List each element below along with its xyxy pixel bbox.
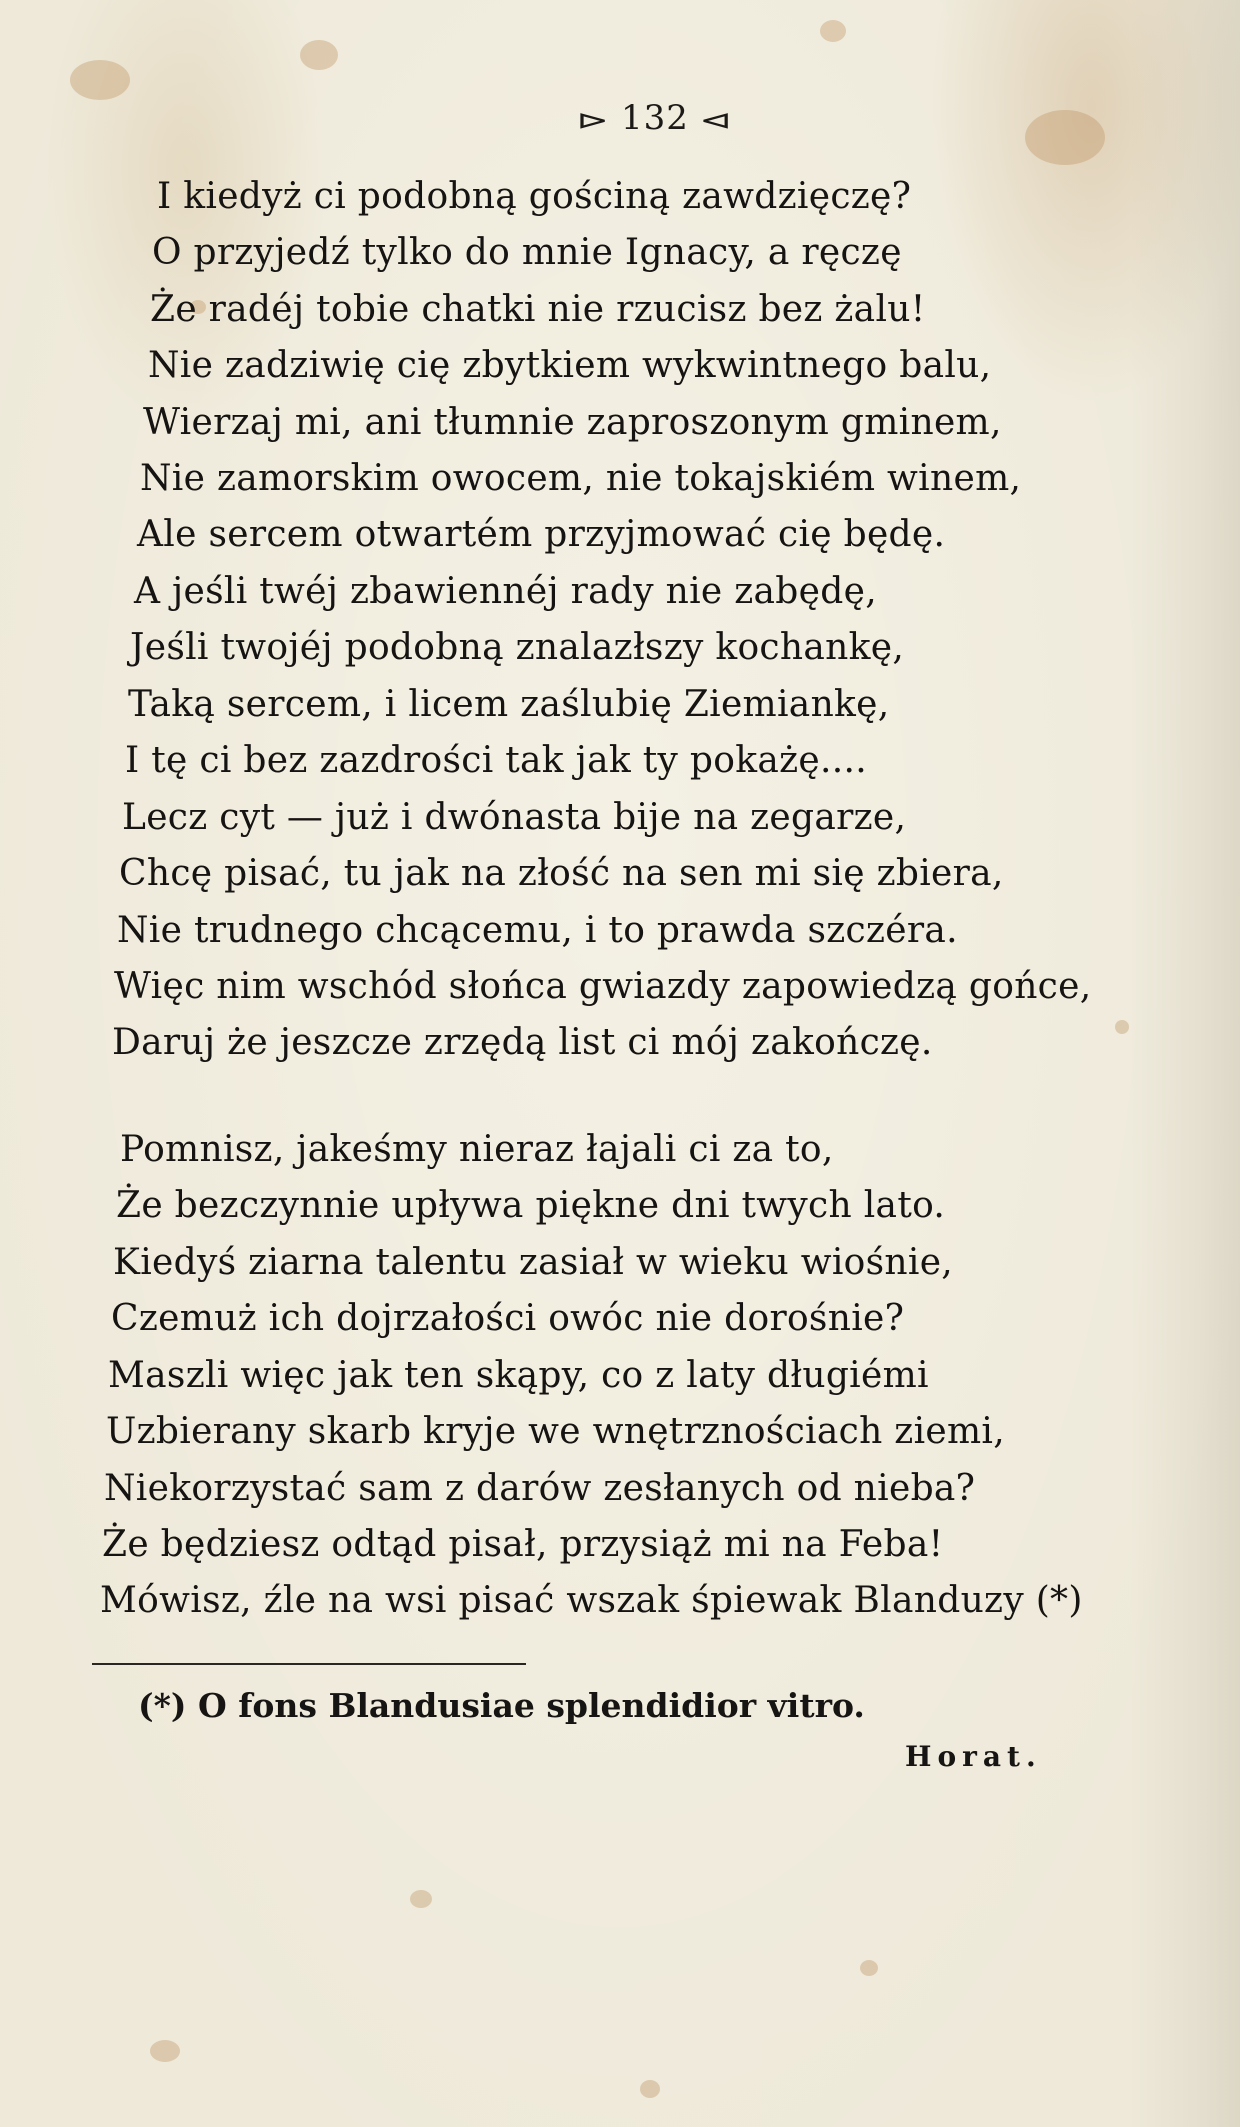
verse-line: Taką sercem, i licem zaślubię Ziemiankę, — [128, 684, 890, 725]
footnote-text: (*) O fons Blandusiae splendidior vitro. — [138, 1686, 865, 1725]
foxing-spot — [860, 1960, 878, 1976]
verse-line: Czemuż ich dojrzałości owóc nie dorośnie? — [111, 1298, 905, 1339]
foxing-spot — [410, 1890, 432, 1908]
verse-line: O przyjedź tylko do mnie Ignacy, a ręczę — [152, 232, 902, 273]
verse-line: I kiedyż ci podobną gościną zawdzięczę? — [157, 176, 912, 217]
verse-line: Mówisz, źle na wsi pisać wszak śpiewak Blanduzy (*) — [100, 1580, 1083, 1621]
ornament-left-icon: ⊳ — [576, 106, 611, 136]
verse-line: Więc nim wschód słońca gwiazdy zapowiedzą gońce, — [114, 966, 1092, 1007]
verse-line: Maszli więc jak ten skąpy, co z laty długiémi — [108, 1355, 929, 1396]
verse-line: Daruj że jeszcze zrzędą list ci mój zakończę. — [112, 1022, 933, 1063]
ornament-right-icon: ⊲ — [699, 106, 734, 136]
show-through-shadow — [1130, 0, 1240, 2127]
verse-line: Nie zadziwię cię zbytkiem wykwintnego balu, — [148, 345, 992, 386]
foxing-spot — [70, 60, 130, 100]
page-number — [540, 98, 770, 138]
verse-line: Chcę pisać, tu jak na złość na sen mi się zbiera, — [119, 853, 1004, 894]
verse-line: Pomnisz, jakeśmy nieraz łajali ci za to, — [120, 1129, 834, 1170]
verse-line: A jeśli twéj zbawiennéj rady nie zabędę, — [134, 571, 877, 612]
verse-line: Lecz cyt — już i dwónasta bije na zegarze, — [122, 797, 907, 838]
verse-line: Wierzaj mi, ani tłumnie zaproszonym gminem, — [143, 402, 1002, 443]
verse-line: Nie zamorskim owocem, nie tokajskiém winem, — [140, 458, 1022, 499]
page-number-value: 132 — [621, 98, 689, 138]
verse-line: Że bezczynnie upływa piękne dni twych lato. — [116, 1185, 946, 1226]
verse-line: Ale sercem otwartém przyjmować cię będę. — [137, 514, 946, 555]
verse-line: Jeśli twojéj podobną znalazłszy kochankę, — [130, 627, 905, 668]
verse-line: I tę ci bez zazdrości tak jak ty pokażę.... — [125, 740, 867, 781]
foxing-spot — [1025, 110, 1105, 165]
footnote-rule — [92, 1663, 526, 1665]
foxing-spot — [820, 20, 846, 42]
verse-line: Nie trudnego chcącemu, i to prawda szczéra. — [117, 910, 958, 951]
foxing-spot — [150, 2040, 180, 2062]
footnote-attribution: Horat. — [905, 1740, 1042, 1773]
verse-line: Uzbierany skarb kryje we wnętrznościach ziemi, — [106, 1411, 1005, 1452]
foxing-spot — [300, 40, 338, 70]
verse-line: Że będziesz odtąd pisał, przysiąż mi na Feba! — [102, 1524, 944, 1565]
verse-line: Niekorzystać sam z darów zesłanych od nieba? — [104, 1468, 976, 1509]
foxing-spot — [1115, 1020, 1129, 1034]
foxing-spot — [640, 2080, 660, 2098]
verse-line: Że radéj tobie chatki nie rzucisz bez żalu! — [150, 289, 926, 330]
verse-line: Kiedyś ziarna talentu zasiał w wieku wiośnie, — [113, 1242, 954, 1283]
